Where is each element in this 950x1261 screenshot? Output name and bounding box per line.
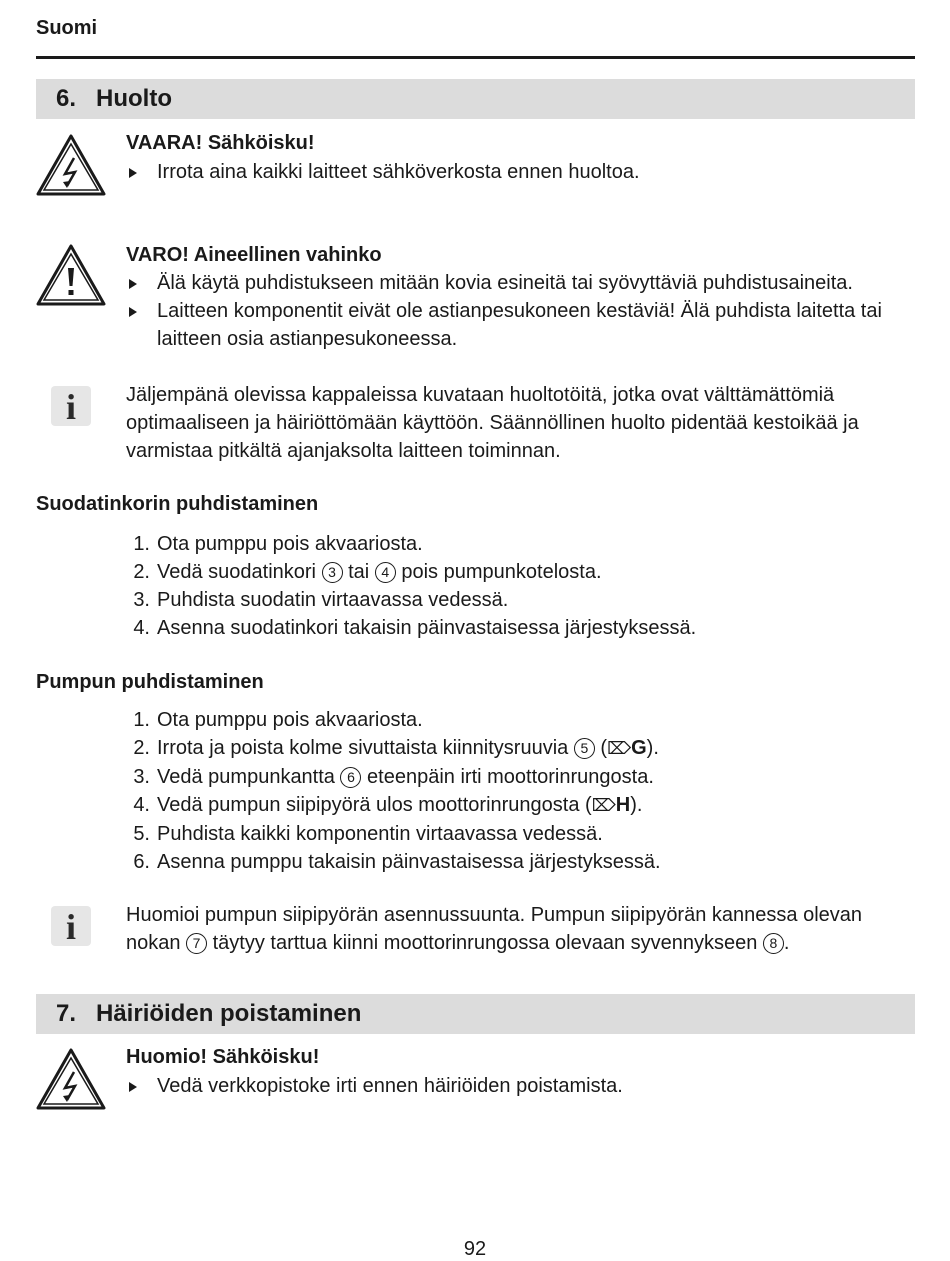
info-icon: i [51, 386, 91, 426]
electric-shock-warning-icon [36, 134, 106, 196]
info-paragraph-impeller: Huomioi pumpun siipipyörän asennussuunta. Pumpun siipipyörän kannessa olevan nokan 7 täytyy tarttua kiinni moottorinrungossa olevaan syvennykseen 8 . [126, 904, 863, 954]
list-item: 1. Ota pumppu pois akvaariosta. [133, 533, 423, 555]
section-number: 6. [56, 85, 77, 112]
figure-reference-icon: ⌦ [591, 796, 616, 815]
subsection-heading-filter: Suodatinkorin puhdistaminen [36, 493, 319, 515]
bullet-arrow-icon [129, 168, 137, 178]
list-item: 5. Puhdista kaikki komponentin virtaavassa vedessä. [133, 823, 603, 845]
list-item: 2. Irrota ja poista kolme sivuttaista kiinnitysruuvia 5 (⌦G). [133, 737, 659, 759]
notice-bullet-list [126, 1072, 916, 1100]
part-number-badge: 3 [322, 562, 343, 583]
language-label: Suomi [36, 17, 98, 39]
list-item: 4. Vedä pumpun siipipyörä ulos moottorinrungosta (⌦H). [133, 794, 643, 816]
notice-heading: Huomio! Sähköisku! [126, 1046, 320, 1068]
part-number-badge: 6 [340, 767, 361, 788]
section-heading-troubleshooting [36, 994, 915, 1034]
bullet-arrow-icon [129, 307, 137, 317]
section-title: Huolto [96, 85, 172, 112]
list-item: 1. Ota pumppu pois akvaariosta. [133, 709, 423, 731]
header-rule [36, 56, 915, 59]
caution-bullet-list [126, 269, 916, 353]
list-item: Älä käytä puhdistukseen mitään kovia esineitä tai syövyttäviä puhdistusaineita. [126, 269, 916, 297]
exclamation-warning-icon [36, 244, 106, 306]
bullet-arrow-icon [129, 1082, 137, 1092]
list-item: 6. Asenna pumppu takaisin päinvastaisessa järjestyksessä. [133, 851, 661, 873]
list-item: 2. Vedä suodatinkori 3 tai 4 pois pumpunkotelosta. [133, 561, 602, 583]
list-item: 4. Asenna suodatinkori takaisin päinvastaisessa järjestyksessä. [133, 617, 697, 639]
figure-reference: G [631, 737, 647, 759]
danger-bullet-list [126, 158, 916, 186]
list-item: Laitteen komponentit eivät ole astianpesukoneen kestäviä! Älä puhdista laitetta tai laitteen osia astianpesukoneessa. [126, 297, 916, 353]
figure-reference-icon: ⌦ [607, 739, 632, 758]
danger-heading: VAARA! Sähköisku! [126, 132, 315, 154]
section-title: Häiriöiden poistaminen [96, 1000, 362, 1027]
list-item: 3. Vedä pumpunkantta 6 eteenpäin irti moottorinrungosta. [133, 766, 654, 788]
part-number-badge: 8 [763, 933, 784, 954]
caution-heading: VARO! Aineellinen vahinko [126, 244, 382, 266]
info-icon: i [51, 906, 91, 946]
list-item: Irrota aina kaikki laitteet sähköverkosta ennen huoltoa. [126, 158, 916, 186]
pump-steps-list [126, 706, 916, 876]
bullet-arrow-icon [129, 279, 137, 289]
list-item: Vedä verkkopistoke irti ennen häiriöiden poistamista. [126, 1072, 916, 1100]
part-number-badge: 7 [186, 933, 207, 954]
subsection-heading-pump: Pumpun puhdistaminen [36, 671, 264, 693]
page-number: 92 [463, 1238, 487, 1260]
info-paragraph: Jäljempänä olevissa kappaleissa kuvataan huoltotöitä, jotka ovat välttämättömiä optimaaliseen ja häiriöttömään käyttöön. Säännöllinen huolto pidentää kestoikää ja varmistaa pitkältä ajanjaksolta laitteen toiminnan. [126, 384, 859, 462]
figure-reference: H [615, 794, 631, 816]
part-number-badge: 4 [375, 562, 396, 583]
list-item: 3. Puhdista suodatin virtaavassa vedessä. [133, 589, 509, 611]
filter-steps-list [126, 530, 916, 642]
section-heading-maintenance [36, 79, 915, 119]
electric-shock-warning-icon [36, 1048, 106, 1110]
part-number-badge: 5 [574, 738, 595, 759]
section-number: 7. [56, 1000, 77, 1027]
